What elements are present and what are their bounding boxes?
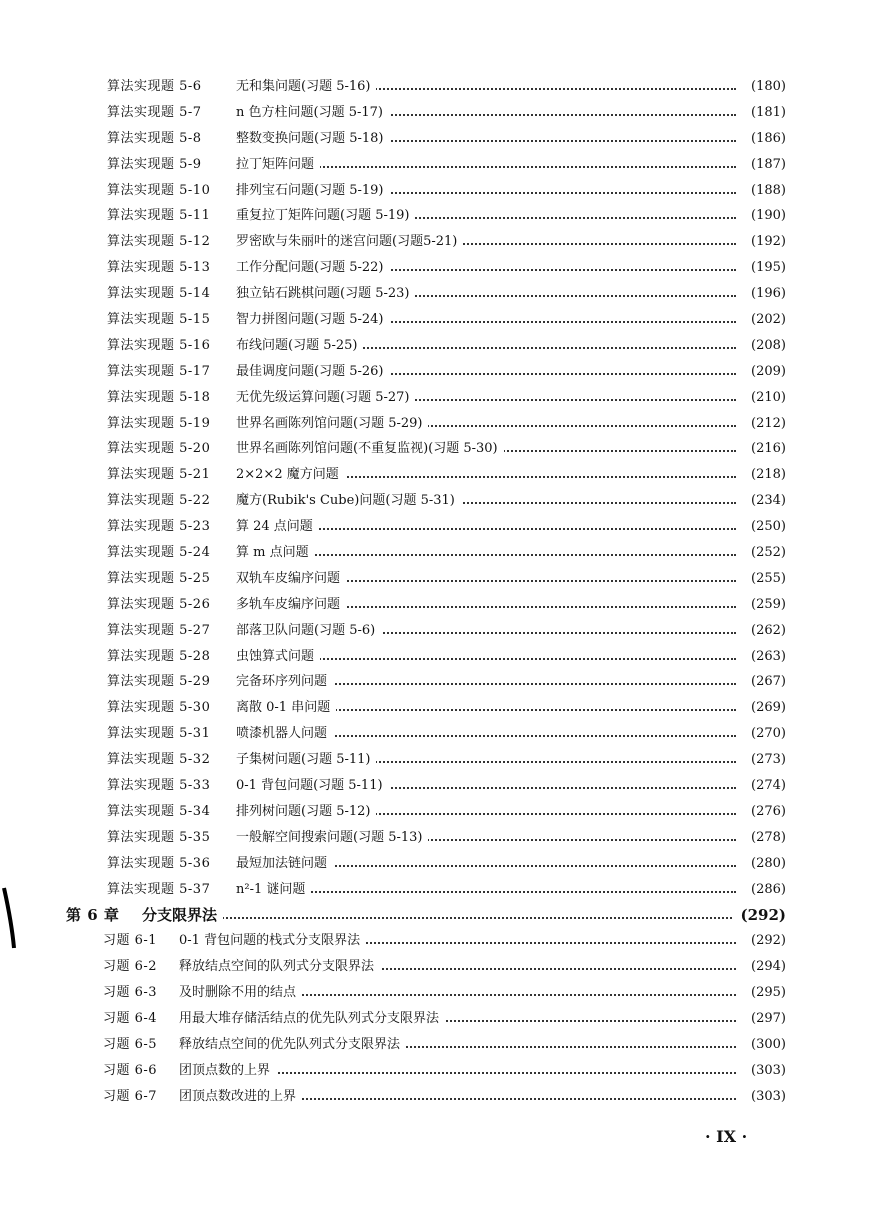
toc-entry-row[interactable] xyxy=(0,411,869,437)
entry-page-number: (274) xyxy=(745,773,786,799)
entry-title: n 色方柱问题(习题 5-17) xyxy=(236,100,389,126)
entry-page-number: (267) xyxy=(745,669,786,695)
entry-label: 算法实现题 5-15 xyxy=(107,307,216,333)
entry-label: 算法实现题 5-14 xyxy=(107,281,216,307)
toc-entry-row[interactable] xyxy=(0,669,869,695)
entry-title: 独立钻石跳棋问题(习题 5-23) xyxy=(236,281,415,307)
toc-entry-row[interactable] xyxy=(0,281,869,307)
entry-page-number: (295) xyxy=(745,980,786,1006)
entry-title: 罗密欧与朱丽叶的迷宫问题(习题5-21) xyxy=(236,229,463,255)
entry-title: 排列宝石问题(习题 5-19) xyxy=(236,178,389,204)
page-folio: · IX · xyxy=(705,1127,748,1146)
entry-page-number: (286) xyxy=(745,877,786,903)
entry-page-number: (276) xyxy=(745,799,786,825)
entry-title: 完备环序列问题 xyxy=(236,669,333,695)
toc-entry-row[interactable] xyxy=(0,592,869,618)
toc-entry-row[interactable] xyxy=(0,385,869,411)
entry-page-number: (187) xyxy=(745,152,786,178)
entry-page-number: (181) xyxy=(745,100,786,126)
entry-label: 算法实现题 5-13 xyxy=(107,255,216,281)
entry-title: 无和集问题(习题 5-16) xyxy=(236,74,376,100)
entry-label: 算法实现题 5-17 xyxy=(107,359,216,385)
toc-entry-row[interactable] xyxy=(0,540,869,566)
entry-title: 子集树问题(习题 5-11) xyxy=(236,747,376,773)
entry-page-number: (280) xyxy=(745,851,786,877)
toc-entry-row[interactable] xyxy=(0,877,869,903)
entry-page-number: (269) xyxy=(745,695,786,721)
entry-title: 世界名画陈列馆问题(不重复监视)(习题 5-30) xyxy=(236,436,504,462)
toc-entry-row[interactable] xyxy=(0,126,869,152)
entry-title: 释放结点空间的队列式分支限界法 xyxy=(179,954,380,980)
margin-mark xyxy=(0,886,20,950)
entry-title: 及时删除不用的结点 xyxy=(179,980,302,1006)
entry-label: 习题 6-3 xyxy=(103,980,163,1006)
entry-title: 0-1 背包问题的栈式分支限界法 xyxy=(179,928,366,954)
toc-entry-row[interactable] xyxy=(0,1058,869,1084)
entry-page-number: (294) xyxy=(745,954,786,980)
entry-label: 算法实现题 5-19 xyxy=(107,411,216,437)
toc-entry-row[interactable] xyxy=(0,566,869,592)
entry-page-number: (216) xyxy=(745,436,786,462)
entry-label: 算法实现题 5-33 xyxy=(107,773,216,799)
entry-page-number: (252) xyxy=(745,540,786,566)
toc-entry-row[interactable] xyxy=(0,488,869,514)
entry-title: 布线问题(习题 5-25) xyxy=(236,333,363,359)
entry-label: 算法实现题 5-36 xyxy=(107,851,216,877)
entry-label: 习题 6-7 xyxy=(103,1084,163,1110)
entry-title: 虫蚀算式问题 xyxy=(236,644,320,670)
dot-leader xyxy=(142,917,736,919)
toc-entry-row[interactable] xyxy=(0,462,869,488)
entry-page-number: (262) xyxy=(745,618,786,644)
toc-entry-row[interactable] xyxy=(0,954,869,980)
entry-label: 算法实现题 5-29 xyxy=(107,669,216,695)
toc-entry-row[interactable] xyxy=(0,203,869,229)
entry-label: 算法实现题 5-6 xyxy=(107,74,208,100)
toc-entry-row[interactable] xyxy=(0,1084,869,1110)
toc-entry-row[interactable] xyxy=(0,307,869,333)
entry-label: 算法实现题 5-23 xyxy=(107,514,216,540)
entry-title: 重复拉丁矩阵问题(习题 5-19) xyxy=(236,203,415,229)
toc-entry-row[interactable] xyxy=(0,980,869,1006)
entry-page-number: (297) xyxy=(745,1006,786,1032)
entry-title: 释放结点空间的优先队列式分支限界法 xyxy=(179,1032,406,1058)
entry-label: 算法实现题 5-21 xyxy=(107,462,216,488)
entry-label: 算法实现题 5-37 xyxy=(107,877,216,903)
entry-title: 整数变换问题(习题 5-18) xyxy=(236,126,389,152)
toc-entry-row[interactable] xyxy=(0,359,869,385)
entry-title: 团顶点数改进的上界 xyxy=(179,1084,302,1110)
toc-entry-row[interactable] xyxy=(0,514,869,540)
entry-page-number: (195) xyxy=(745,255,786,281)
entry-label: 算法实现题 5-26 xyxy=(107,592,216,618)
entry-page-number: (218) xyxy=(745,462,786,488)
entry-page-number: (180) xyxy=(745,74,786,100)
toc-entry-row[interactable] xyxy=(0,74,869,100)
entry-label: 算法实现题 5-12 xyxy=(107,229,216,255)
entry-label: 算法实现题 5-22 xyxy=(107,488,216,514)
entry-page-number: (263) xyxy=(745,644,786,670)
entry-label: 第 6 章 xyxy=(66,903,125,929)
entry-title: 算 24 点问题 xyxy=(236,514,319,540)
entry-title: 部落卫队问题(习题 5-6) xyxy=(236,618,381,644)
entry-page-number: (303) xyxy=(745,1084,786,1110)
entry-title: 世界名画陈列馆问题(习题 5-29) xyxy=(236,411,428,437)
entry-title: 双轨车皮编序问题 xyxy=(236,566,346,592)
entry-label: 算法实现题 5-27 xyxy=(107,618,216,644)
entry-page-number: (234) xyxy=(745,488,786,514)
entry-label: 算法实现题 5-35 xyxy=(107,825,216,851)
entry-title: 算 m 点问题 xyxy=(236,540,315,566)
entry-page-number: (208) xyxy=(745,333,786,359)
entry-label: 算法实现题 5-34 xyxy=(107,799,216,825)
entry-title: 0-1 背包问题(习题 5-11) xyxy=(236,773,389,799)
entry-page-number: (192) xyxy=(745,229,786,255)
entry-page-number: (278) xyxy=(745,825,786,851)
entry-title: 智力拼图问题(习题 5-24) xyxy=(236,307,389,333)
entry-title: 用最大堆存储活结点的优先队列式分支限界法 xyxy=(179,1006,445,1032)
entry-page-number: (186) xyxy=(745,126,786,152)
entry-label: 习题 6-6 xyxy=(103,1058,163,1084)
toc-entry-row[interactable] xyxy=(0,825,869,851)
entry-label: 算法实现题 5-25 xyxy=(107,566,216,592)
entry-label: 算法实现题 5-9 xyxy=(107,152,208,178)
toc-entry-row[interactable] xyxy=(0,695,869,721)
entry-page-number: (209) xyxy=(745,359,786,385)
entry-title: 喷漆机器人问题 xyxy=(236,721,333,747)
toc-entry-row[interactable] xyxy=(0,152,869,178)
entry-page-number: (196) xyxy=(745,281,786,307)
entry-page-number: (303) xyxy=(745,1058,786,1084)
toc-entry-row[interactable] xyxy=(0,436,869,462)
table-of-contents xyxy=(0,74,869,1110)
entry-label: 算法实现题 5-18 xyxy=(107,385,216,411)
entry-page-number: (250) xyxy=(745,514,786,540)
entry-label: 算法实现题 5-30 xyxy=(107,695,216,721)
entry-title: 团顶点数的上界 xyxy=(179,1058,276,1084)
entry-label: 算法实现题 5-10 xyxy=(107,178,216,204)
entry-page-number: (210) xyxy=(745,385,786,411)
toc-entry-row[interactable] xyxy=(0,618,869,644)
entry-label: 算法实现题 5-8 xyxy=(107,126,208,152)
entry-title: 最短加法链问题 xyxy=(236,851,333,877)
entry-label: 算法实现题 5-7 xyxy=(107,100,208,126)
entry-page-number: (292) xyxy=(734,903,786,929)
entry-title: 魔方(Rubik's Cube)问题(习题 5-31) xyxy=(236,488,461,514)
entry-label: 算法实现题 5-31 xyxy=(107,721,216,747)
toc-entry-row[interactable] xyxy=(0,1006,869,1032)
entry-title: 多轨车皮编序问题 xyxy=(236,592,346,618)
entry-page-number: (273) xyxy=(745,747,786,773)
toc-entry-row[interactable] xyxy=(0,928,869,954)
entry-label: 习题 6-5 xyxy=(103,1032,163,1058)
toc-entry-row[interactable] xyxy=(0,851,869,877)
entry-label: 算法实现题 5-16 xyxy=(107,333,216,359)
entry-page-number: (255) xyxy=(745,566,786,592)
entry-label: 算法实现题 5-28 xyxy=(107,644,216,670)
entry-page-number: (212) xyxy=(745,411,786,437)
entry-title: 离散 0-1 串问题 xyxy=(236,695,336,721)
toc-entry-row[interactable] xyxy=(0,721,869,747)
entry-label: 习题 6-4 xyxy=(103,1006,163,1032)
toc-entry-row[interactable] xyxy=(0,747,869,773)
entry-title: n²-1 谜问题 xyxy=(236,877,311,903)
entry-label: 算法实现题 5-20 xyxy=(107,436,216,462)
toc-entry-row[interactable] xyxy=(0,100,869,126)
entry-page-number: (190) xyxy=(745,203,786,229)
toc-entry-row[interactable] xyxy=(0,1032,869,1058)
entry-title: 排列树问题(习题 5-12) xyxy=(236,799,376,825)
toc-entry-row[interactable] xyxy=(0,229,869,255)
toc-entry-row[interactable] xyxy=(0,773,869,799)
toc-entry-row[interactable] xyxy=(0,799,869,825)
entry-title: 无优先级运算问题(习题 5-27) xyxy=(236,385,415,411)
entry-page-number: (300) xyxy=(745,1032,786,1058)
entry-page-number: (188) xyxy=(745,178,786,204)
entry-label: 算法实现题 5-32 xyxy=(107,747,216,773)
toc-chapter-row[interactable] xyxy=(0,903,869,929)
entry-label: 习题 6-1 xyxy=(103,928,163,954)
entry-title: 最佳调度问题(习题 5-26) xyxy=(236,359,389,385)
entry-page-number: (259) xyxy=(745,592,786,618)
entry-page-number: (202) xyxy=(745,307,786,333)
entry-title: 拉丁矩阵问题 xyxy=(236,152,320,178)
toc-entry-row[interactable] xyxy=(0,178,869,204)
toc-entry-row[interactable] xyxy=(0,255,869,281)
entry-page-number: (292) xyxy=(745,928,786,954)
toc-entry-row[interactable] xyxy=(0,333,869,359)
entry-title: 2×2×2 魔方问题 xyxy=(236,462,345,488)
entry-title: 分支限界法 xyxy=(142,903,223,929)
toc-entry-row[interactable] xyxy=(0,644,869,670)
entry-title: 一般解空间搜索问题(习题 5-13) xyxy=(236,825,428,851)
entry-label: 算法实现题 5-24 xyxy=(107,540,216,566)
entry-title: 工作分配问题(习题 5-22) xyxy=(236,255,389,281)
entry-page-number: (270) xyxy=(745,721,786,747)
entry-label: 习题 6-2 xyxy=(103,954,163,980)
entry-label: 算法实现题 5-11 xyxy=(107,203,216,229)
